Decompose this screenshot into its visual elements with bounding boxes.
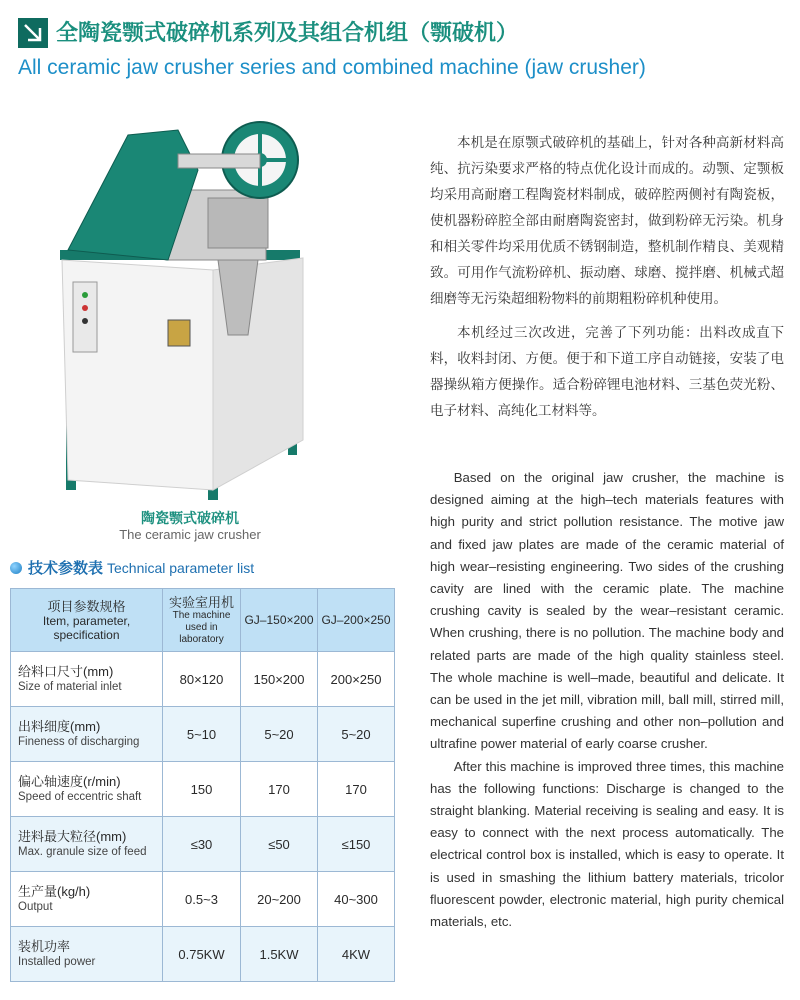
spec-table-header [11,589,395,652]
header-col1 [163,589,241,652]
cell-value: 0.5~3 [163,872,241,927]
header-item-cn: 项目参数规格 [47,598,126,614]
header-col2 [241,589,318,652]
photo-caption-en: The ceramic jaw crusher [119,527,261,542]
spec-title-cn: 技术参数表 [28,559,104,577]
description-cn-paragraph: 本机经过三次改进，完善了下列功能：出料改成直下料，收料封闭、方便。便于和下道工序自动链接，安装了电器操纵箱方便操作。适合粉碎锂电池材料、三基色荧光粉、电子材料、高纯化工材料等。 [430,325,784,419]
description-cn [430,130,784,432]
row-label-en: Size of material inlet [18,681,122,693]
header-col1-cn: 实验室用机 [168,594,234,610]
header-col3-text: GJ–200×250 [321,613,391,627]
row-label-en: Fineness of discharging [18,736,140,748]
page-title-en: All ceramic jaw crusher series and combined machine (jaw crusher) [18,56,646,79]
cell-value: 170 [241,762,318,817]
bullet-icon [10,562,22,574]
table-row [11,762,395,817]
table-row [11,872,395,927]
cell-value: 200×250 [318,652,395,707]
row-label-en: Installed power [18,956,96,968]
table-row [11,652,395,707]
cell-value: 20~200 [241,872,318,927]
row-label-cn: 给料口尺寸(mm) [18,664,114,679]
cell-value: 5~10 [163,707,241,762]
row-label-cn: 生产量(kg/h) [18,884,91,899]
row-label-cn: 偏心轴速度(r/min) [18,774,121,789]
cell-value: 5~20 [241,707,318,762]
row-label [11,817,163,872]
row-label [11,872,163,927]
header-col3 [318,589,395,652]
table-row [11,817,395,872]
row-label-cn: 进料最大粒径(mm) [18,829,127,844]
header-item-en: Item, parameter, specification [42,613,131,642]
description-en-paragraph: After this machine is improved three times, this machine has the following functions: Discharge is changed to the straight blanking. Material receiving is sealing and easy. It is easy to connect with the next process automatically. The electrical control box is installed, which is easy to operate. It is used in smashing the lithium battery materials, tricolor fluorescent powder, electronic material, high purity chemical materials, etc. [430,758,784,930]
cell-value: ≤150 [318,817,395,872]
row-label [11,652,163,707]
spec-section-title [10,557,254,578]
photo-caption-cn: 陶瓷颚式破碎机 [141,511,239,527]
row-label [11,762,163,817]
jaw-crusher-photo [48,110,378,510]
row-label-cn: 出料细度(mm) [18,719,101,734]
cell-value: ≤30 [163,817,241,872]
logo-icon [18,18,48,48]
cell-value: 4KW [318,927,395,982]
spec-title-en: Technical parameter list [107,559,255,576]
header-col1-en: The machine used in laboratory [172,609,231,645]
row-label-en: Speed of eccentric shaft [18,791,142,803]
cell-value: 170 [318,762,395,817]
description-cn-paragraph: 本机是在原颚式破碎机的基础上，针对各种高新材料高纯、抗污染要求严格的特点优化设计而成的。动颚、定颚板均采用高耐磨工程陶瓷材料制成，破碎腔两侧衬有陶瓷板，使机器粉碎腔全部由耐磨陶瓷密封，做到粉碎无污染。机身和相关零件均采用优质不锈钢制造，整机制作精良、美观精致。可用作气流粉碎机、振动磨、球磨、搅拌磨、机械式超细磨等无污染超细粉物料的前期粗粉碎机种使用。 [430,135,784,307]
cell-value: 1.5KW [241,927,318,982]
description-en [430,467,784,933]
cell-value: 80×120 [163,652,241,707]
row-label [11,707,163,762]
table-row [11,927,395,982]
header-col2-text: GJ–150×200 [244,613,314,627]
description-en-paragraph: Based on the original jaw crusher, the machine is designed aiming at the high–tech materials features with high purity and strict pollution resistance. The motive jaw and fixed jaw plates are made of the ceramic material of high wear–resisting engineering. Two sides of the crushing cavity are lined with the ceramic plate. The machine crushing cavity is sealed by the wear–resistant ceramic. When crushing, there is no pollution. The machine body and related parts are made of the high quality stainless steel. The whole machine is well–made, beautiful and delicate. It can be used in the jet mill, vibration mill, ball mill, stirred mill, mechanical superfine crushing and other non–pollution and ultrafine power material of early coarse crusher. [430,470,784,752]
table-row [11,707,395,762]
cell-value: 40~300 [318,872,395,927]
row-label-en: Max. granule size of feed [18,846,147,858]
row-label-cn: 装机功率 [18,939,71,954]
page-title-cn: 全陶瓷颚式破碎机系列及其组合机组（颚破机） [56,21,519,46]
cell-value: 150×200 [241,652,318,707]
row-label [11,927,163,982]
cell-value: ≤50 [241,817,318,872]
cell-value: 0.75KW [163,927,241,982]
cell-value: 150 [163,762,241,817]
spec-table [10,588,395,982]
header-item [11,589,163,652]
cell-value: 5~20 [318,707,395,762]
row-label-en: Output [18,901,53,913]
